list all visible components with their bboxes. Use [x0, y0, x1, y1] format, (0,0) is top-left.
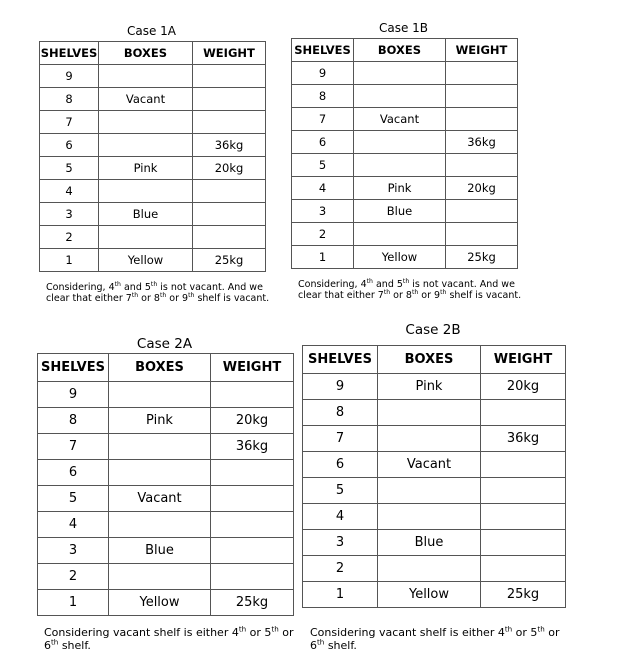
box-cell: [378, 478, 481, 504]
weight-cell: [481, 478, 566, 504]
shelf-number-cell: 4: [292, 177, 354, 200]
table-row: [303, 452, 566, 478]
weight-cell: [446, 108, 518, 131]
table-row: [303, 504, 566, 530]
table-row: [292, 108, 518, 131]
header-shelves: SHELVES: [292, 39, 354, 62]
box-cell: [109, 382, 211, 408]
header-boxes: BOXES: [354, 39, 446, 62]
box-cell: Pink: [109, 408, 211, 434]
shelf-table: [291, 38, 518, 269]
box-cell: [378, 556, 481, 582]
weight-cell: 36kg: [193, 134, 266, 157]
shelf-number-cell: 5: [40, 157, 99, 180]
table-header-row: [38, 354, 294, 382]
table-row: [292, 223, 518, 246]
table-row: [303, 400, 566, 426]
table-row: [38, 434, 294, 460]
shelf-table: [302, 345, 566, 608]
weight-cell: [481, 556, 566, 582]
shelf-number-cell: 8: [40, 88, 99, 111]
box-cell: [354, 131, 446, 154]
weight-cell: [481, 530, 566, 556]
weight-cell: [193, 226, 266, 249]
box-cell: [109, 512, 211, 538]
box-cell: [378, 504, 481, 530]
table-row: [292, 131, 518, 154]
box-cell: Vacant: [109, 486, 211, 512]
box-cell: [354, 85, 446, 108]
weight-cell: [481, 452, 566, 478]
box-cell: Blue: [99, 203, 193, 226]
shelf-number-cell: 6: [303, 452, 378, 478]
header-shelves: SHELVES: [40, 42, 99, 65]
shelf-number-cell: 1: [292, 246, 354, 269]
box-cell: Vacant: [354, 108, 446, 131]
table-row: [292, 246, 518, 269]
weight-cell: 36kg: [446, 131, 518, 154]
weight-cell: [193, 111, 266, 134]
weight-cell: 20kg: [446, 177, 518, 200]
table-row: [292, 85, 518, 108]
header-weight: WEIGHT: [193, 42, 266, 65]
weight-cell: 25kg: [446, 246, 518, 269]
table-row: [38, 512, 294, 538]
shelf-number-cell: 7: [38, 434, 109, 460]
shelf-number-cell: 3: [292, 200, 354, 223]
shelf-number-cell: 9: [40, 65, 99, 88]
table-row: [303, 582, 566, 608]
header-boxes: BOXES: [99, 42, 193, 65]
table-header-row: [303, 346, 566, 374]
header-weight: WEIGHT: [211, 354, 294, 382]
table-row: [40, 134, 266, 157]
table-row: [292, 177, 518, 200]
table-row: [292, 62, 518, 85]
table-row: [38, 538, 294, 564]
weight-cell: 25kg: [211, 590, 294, 616]
shelf-table: [37, 353, 294, 616]
case-title: Case 1A: [126, 24, 177, 38]
box-cell: [109, 564, 211, 590]
box-cell: [354, 154, 446, 177]
header-boxes: BOXES: [109, 354, 211, 382]
shelf-number-cell: 5: [292, 154, 354, 177]
shelf-number-cell: 7: [303, 426, 378, 452]
table-row: [40, 180, 266, 203]
table-row: [40, 88, 266, 111]
shelf-number-cell: 4: [303, 504, 378, 530]
weight-cell: 36kg: [211, 434, 294, 460]
table-row: [38, 408, 294, 434]
weight-cell: [481, 400, 566, 426]
shelf-number-cell: 9: [292, 62, 354, 85]
table-row: [303, 478, 566, 504]
box-cell: Pink: [354, 177, 446, 200]
box-cell: Blue: [109, 538, 211, 564]
box-cell: [354, 62, 446, 85]
shelf-number-cell: 5: [303, 478, 378, 504]
table-row: [292, 154, 518, 177]
weight-cell: [193, 180, 266, 203]
weight-cell: 20kg: [193, 157, 266, 180]
case-title: Case 1B: [378, 21, 429, 35]
shelf-number-cell: 7: [40, 111, 99, 134]
shelf-number-cell: 2: [292, 223, 354, 246]
weight-cell: 36kg: [481, 426, 566, 452]
weight-cell: [211, 564, 294, 590]
table-row: [40, 157, 266, 180]
box-cell: Pink: [378, 374, 481, 400]
case-title: Case 2A: [136, 336, 193, 352]
box-cell: [109, 434, 211, 460]
table-row: [40, 65, 266, 88]
shelf-number-cell: 4: [40, 180, 99, 203]
table-row: [303, 530, 566, 556]
shelf-number-cell: 8: [292, 85, 354, 108]
shelf-number-cell: 3: [40, 203, 99, 226]
shelf-number-cell: 8: [303, 400, 378, 426]
weight-cell: [211, 460, 294, 486]
box-cell: [99, 65, 193, 88]
table-row: [303, 374, 566, 400]
table-row: [38, 486, 294, 512]
shelf-number-cell: 7: [292, 108, 354, 131]
box-cell: [354, 223, 446, 246]
weight-cell: [446, 223, 518, 246]
box-cell: [99, 111, 193, 134]
weight-cell: [193, 88, 266, 111]
shelf-number-cell: 8: [38, 408, 109, 434]
shelf-number-cell: 6: [292, 131, 354, 154]
weight-cell: [211, 538, 294, 564]
box-cell: [99, 226, 193, 249]
shelf-number-cell: 5: [38, 486, 109, 512]
box-cell: [99, 134, 193, 157]
shelf-number-cell: 3: [303, 530, 378, 556]
table-row: [40, 249, 266, 272]
shelf-number-cell: 4: [38, 512, 109, 538]
table-row: [40, 203, 266, 226]
shelf-number-cell: 9: [303, 374, 378, 400]
weight-cell: [193, 203, 266, 226]
box-cell: [378, 426, 481, 452]
table-row: [40, 111, 266, 134]
shelf-number-cell: 6: [38, 460, 109, 486]
weight-cell: 20kg: [481, 374, 566, 400]
header-boxes: BOXES: [378, 346, 481, 374]
box-cell: [99, 180, 193, 203]
shelf-number-cell: 3: [38, 538, 109, 564]
weight-cell: [446, 62, 518, 85]
weight-cell: 25kg: [193, 249, 266, 272]
header-shelves: SHELVES: [303, 346, 378, 374]
table-row: [40, 226, 266, 249]
table-header-row: [40, 42, 266, 65]
box-cell: Vacant: [378, 452, 481, 478]
table-row: [292, 200, 518, 223]
shelf-number-cell: 1: [38, 590, 109, 616]
table-row: [38, 590, 294, 616]
shelf-number-cell: 2: [38, 564, 109, 590]
table-header-row: [292, 39, 518, 62]
weight-cell: [211, 512, 294, 538]
header-weight: WEIGHT: [481, 346, 566, 374]
table-row: [38, 564, 294, 590]
box-cell: Blue: [354, 200, 446, 223]
weight-cell: 25kg: [481, 582, 566, 608]
box-cell: [109, 460, 211, 486]
box-cell: Pink: [99, 157, 193, 180]
weight-cell: [446, 154, 518, 177]
case-note: Considering, 4th and 5th is not vacant. And we clear that either 7th or 8th or 9th shelf is vacant.: [298, 277, 522, 301]
weight-cell: [446, 200, 518, 223]
table-row: [303, 556, 566, 582]
weight-cell: [193, 65, 266, 88]
box-cell: Yellow: [378, 582, 481, 608]
weight-cell: [211, 382, 294, 408]
table-row: [38, 382, 294, 408]
shelf-table: [39, 41, 266, 272]
box-cell: Vacant: [99, 88, 193, 111]
box-cell: Blue: [378, 530, 481, 556]
weight-cell: [211, 486, 294, 512]
table-row: [303, 426, 566, 452]
box-cell: Yellow: [354, 246, 446, 269]
case-title: Case 2B: [405, 322, 461, 338]
case-note: Considering, 4th and 5th is not vacant. And we clear that either 7th or 8th or 9th shelf is vacant.: [46, 280, 270, 304]
box-cell: [378, 400, 481, 426]
case-note: Considering vacant shelf is either 4th or 5th or 6th shelf.: [310, 624, 560, 652]
box-cell: Yellow: [99, 249, 193, 272]
shelf-number-cell: 9: [38, 382, 109, 408]
shelf-number-cell: 1: [303, 582, 378, 608]
header-weight: WEIGHT: [446, 39, 518, 62]
case-note: Considering vacant shelf is either 4th or 5th or 6th shelf.: [44, 624, 294, 652]
header-shelves: SHELVES: [38, 354, 109, 382]
weight-cell: 20kg: [211, 408, 294, 434]
shelf-number-cell: 6: [40, 134, 99, 157]
shelf-number-cell: 2: [303, 556, 378, 582]
box-cell: Yellow: [109, 590, 211, 616]
shelf-number-cell: 1: [40, 249, 99, 272]
weight-cell: [481, 504, 566, 530]
shelf-number-cell: 2: [40, 226, 99, 249]
weight-cell: [446, 85, 518, 108]
table-row: [38, 460, 294, 486]
